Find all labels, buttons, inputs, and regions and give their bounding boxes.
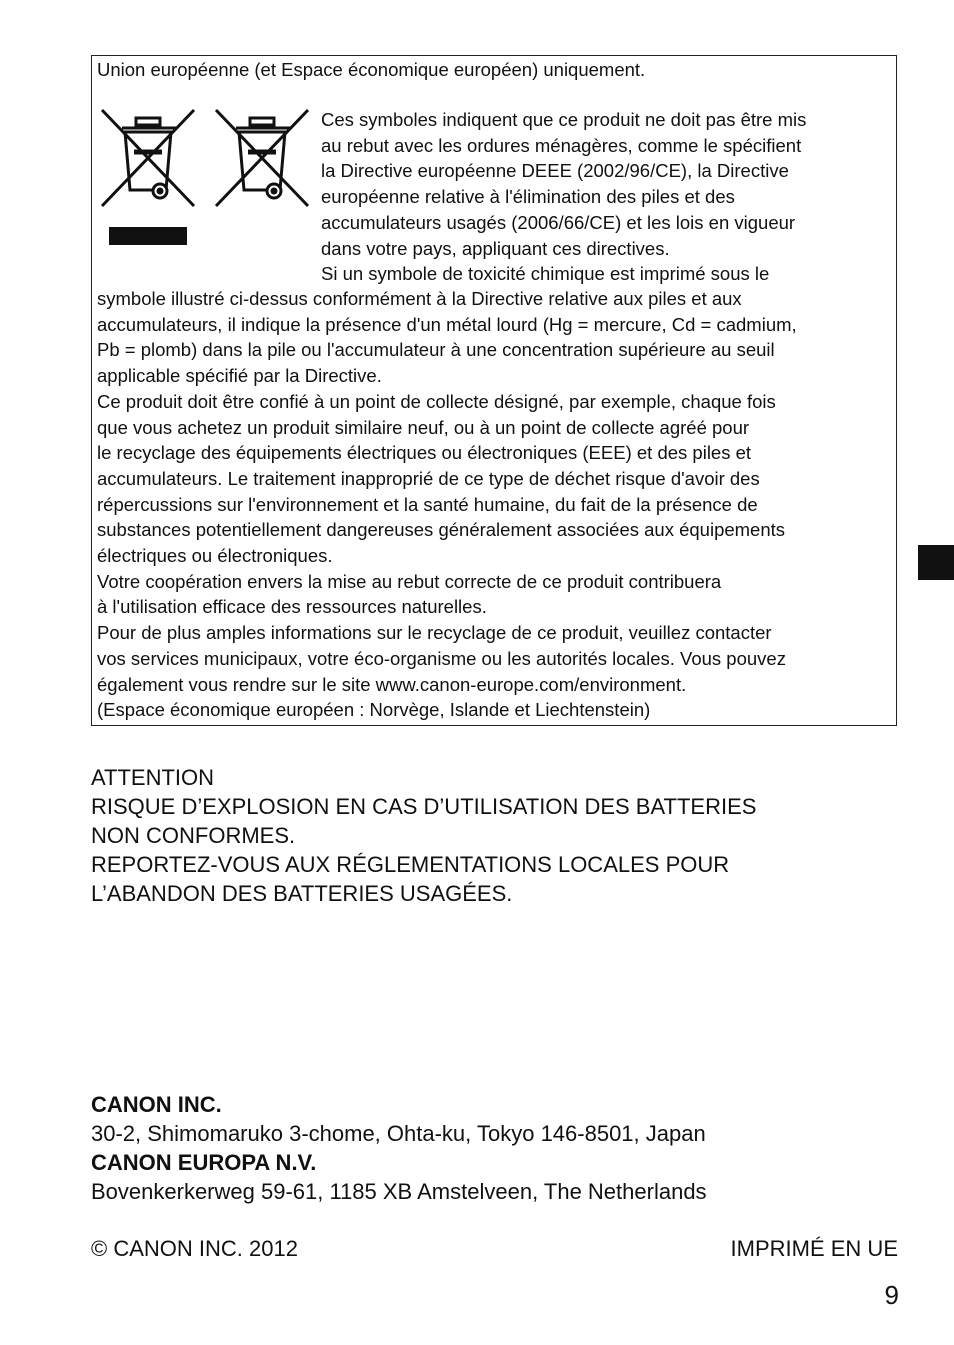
text-line: au rebut avec les ordures ménagères, comme le spécifient — [321, 134, 802, 156]
weee-box-title: Union européenne (et Espace économique européen) uniquement. — [97, 59, 646, 80]
text-line: à l'utilisation efficace des ressources naturelles. — [97, 596, 487, 618]
page-number: 9 — [884, 1280, 899, 1310]
warning-line: REPORTEZ-VOUS AUX RÉGLEMENTATIONS LOCALES POUR — [91, 852, 730, 877]
text-line: accumulateurs. Le traitement inapproprié de ce type de déchet risque d'avoir des — [97, 467, 760, 489]
text-line: vos services municipaux, votre éco-organisme ou les autorités locales. Vous pouvez — [97, 647, 786, 669]
text-line: symbole illustré ci-dessus conformément à la Directive relative aux piles et aux — [97, 288, 742, 309]
text-line: le recyclage des équipements électriques ou électroniques (EEE) et des piles et — [97, 442, 752, 464]
text-line: la Directive européenne DEEE (2002/96/CE), la Directive — [321, 160, 789, 182]
text-line: Pb = plomb) dans la pile ou l'accumulateur à une concentration supérieure au seuil — [97, 339, 775, 361]
text-line: substances potentiellement dangereuses généralement associées aux équipements — [97, 519, 786, 541]
section-tab-marker — [918, 545, 954, 580]
weee-notice-box — [91, 55, 897, 726]
text-line: Votre coopération envers la mise au rebut correcte de ce produit contribuera — [97, 570, 722, 592]
canon-europa-name: CANON EUROPA N.V. — [91, 1150, 317, 1175]
warning-line: NON CONFORMES. — [91, 823, 296, 848]
text-line: Ce produit doit être confié à un point de collecte désigné, par exemple, chaque fois — [97, 390, 776, 412]
text-line: que vous achetez un produit similaire neuf, ou à un point de collecte agréé pour — [97, 416, 750, 438]
text-line: répercussions sur l'environnement et la santé humaine, du fait de la présence de — [97, 493, 758, 515]
weee-intro-text — [321, 107, 806, 287]
text-line: accumulateurs, il indique la présence d'un métal lourd (Hg = mercure, Cd = cadmium, — [97, 313, 797, 335]
text-line: dans votre pays, appliquant ces directives. — [321, 237, 670, 259]
weee-symbols — [98, 108, 318, 258]
text-line: (Espace économique européen : Norvège, Islande et Liechtenstein) — [97, 699, 651, 721]
warning-line: RISQUE D’EXPLOSION EN CAS D’UTILISATION DES BATTERIES — [91, 794, 757, 819]
text-line: Si un symbole de toxicité chimique est imprimé sous le — [321, 263, 770, 285]
canon-inc-name: CANON INC. — [91, 1092, 222, 1117]
text-line: Pour de plus amples informations sur le recyclage de ce produit, veuillez contacter — [97, 622, 772, 644]
battery-warning — [91, 763, 756, 908]
text-line: électriques ou électroniques. — [97, 545, 333, 567]
company-addresses — [91, 1090, 707, 1206]
warning-heading: ATTENTION — [91, 765, 215, 790]
heavy-metal-marker-bar — [109, 227, 187, 245]
text-line: européenne relative à l'élimination des piles et des — [321, 186, 735, 208]
crossed-out-bin-icon — [98, 108, 198, 210]
copyright: © CANON INC. 2012 — [91, 1236, 298, 1261]
text-line: Ces symboles indiquent que ce produit ne doit pas être mis — [321, 109, 807, 130]
crossed-out-bin-icon — [212, 108, 312, 210]
canon-inc-address: 30-2, Shimomaruko 3-chome, Ohta-ku, Tokyo 146-8501, Japan — [91, 1121, 706, 1146]
printed-in: IMPRIMÉ EN UE — [730, 1236, 898, 1261]
canon-europa-address: Bovenkerkerweg 59-61, 1185 XB Amstelveen, The Netherlands — [91, 1179, 707, 1204]
text-line: applicable spécifié par la Directive. — [97, 365, 382, 387]
text-line: accumulateurs usagés (2006/66/CE) et les lois en vigueur — [321, 211, 796, 233]
warning-line: L’ABANDON DES BATTERIES USAGÉES. — [91, 881, 513, 906]
text-line: également vous rendre sur le site www.canon-europe.com/environment. — [97, 673, 687, 695]
weee-body-text — [97, 286, 797, 723]
